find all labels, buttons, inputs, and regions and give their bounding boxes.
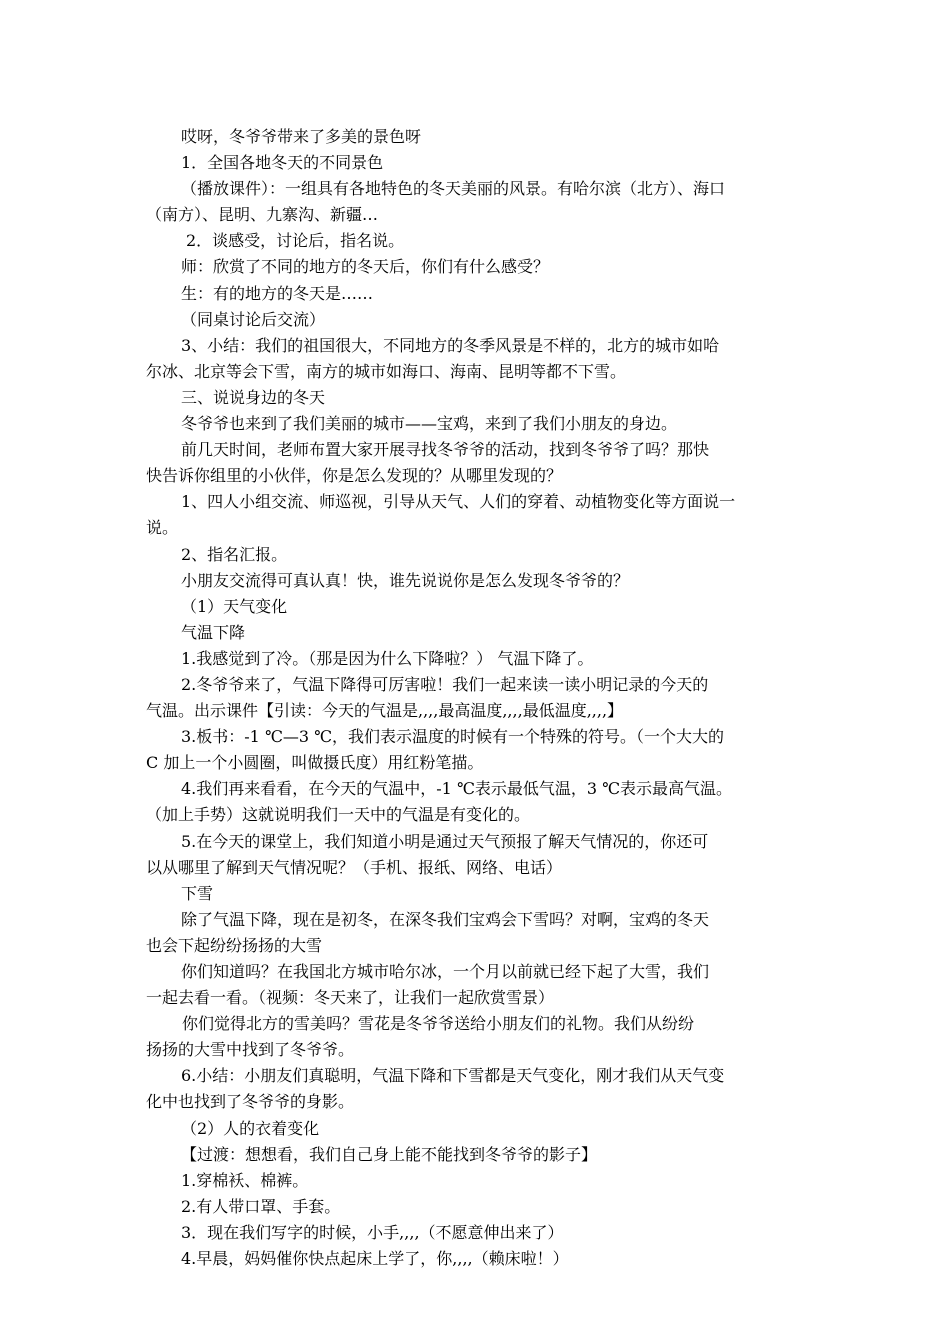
text-line: （加上手势）这就说明我们一天中的气温是有变化的。 [146, 805, 531, 825]
text-line: 1.穿棉袄、棉裤。 [181, 1170, 309, 1190]
text-line: 1、四人小组交流、师巡视，引导从天气、人们的穿着、动植物变化等方面说一 [181, 492, 736, 512]
text-line: 1.我感觉到了冷。（那是因为什么下降啦？） 气温下降了。 [181, 648, 594, 668]
text-line: 2.有人带口罩、手套。 [181, 1196, 341, 1216]
text-line: 除了气温下降，现在是初冬，在深冬我们宝鸡会下雪吗？对啊，宝鸡的冬天 [181, 909, 710, 929]
text-line: 气温。出示课件【引读：今天的气温是,,,,最高温度,,,,最低温度,,,,】 [146, 701, 624, 721]
text-line: 快告诉你组里的小伙伴，你是怎么发现的？从哪里发现的？ [146, 466, 563, 486]
text-line: 1．全国各地冬天的不同景色 [181, 153, 384, 173]
text-line: 师：欣赏了不同的地方的冬天后，你们有什么感受？ [181, 257, 550, 277]
subsection-heading: （1）天气变化 [181, 596, 288, 616]
text-line: 气温下降 [181, 622, 246, 642]
text-line: 哎呀，冬爷爷带来了多美的景色呀 [181, 127, 422, 146]
text-line: （南方）、昆明、九寨沟、新疆… [146, 205, 379, 225]
text-line: 扬扬的大雪中找到了冬爷爷。 [146, 1040, 355, 1060]
text-line: 【过渡：想想看，我们自己身上能不能找到冬爷爷的影子】 [181, 1144, 598, 1164]
text-line: 2．谈感受，讨论后，指名说。 [186, 231, 405, 251]
text-line: 一起去看一看。（视频：冬天来了，让我们一起欣赏雪景） [146, 988, 555, 1008]
text-line: 化中也找到了冬爷爷的身影。 [146, 1092, 355, 1112]
section-heading: 三、说说身边的冬天 [181, 387, 326, 407]
text-line: 小朋友交流得可真认真！快，谁先说说你是怎么发现冬爷爷的？ [181, 570, 630, 590]
text-line: 以从哪里了解到天气情况呢？（手机、报纸、网络、电话） [146, 857, 563, 877]
text-line: 生：有的地方的冬天是…… [181, 283, 374, 303]
text-line: 3.板书：-1 ℃—3 ℃，我们表示温度的时候有一个特殊的符号。（一个大大的 [181, 727, 725, 747]
text-line: 4.早晨，妈妈催你快点起床上学了，你,,,,（赖床啦！） [181, 1249, 569, 1269]
text-line: 也会下起纷纷扬扬的大雪 [146, 935, 323, 955]
text-line: 你们知道吗？在我国北方城市哈尔冰，一个月以前就已经下起了大雪，我们 [181, 962, 710, 981]
text-line: 冬爷爷也来到了我们美丽的城市——宝鸡，来到了我们小朋友的身边。 [181, 414, 678, 434]
text-line: 2.冬爷爷来了，气温下降得可厉害啦！我们一起来读一读小明记录的今天的 [181, 674, 709, 694]
text-line: （同桌讨论后交流） [181, 309, 326, 329]
text-line: 说。 [146, 518, 179, 538]
text-line: 下雪 [181, 883, 214, 903]
text-line: 2、指名汇报。 [181, 544, 288, 564]
text-line: 3．现在我们写字的时候，小手,,,,（不愿意伸出来了） [181, 1222, 564, 1242]
text-line: C 加上一个小圆圈，叫做摄氏度）用红粉笔描。 [146, 753, 484, 773]
text-line: 4.我们再来看看，在今天的气温中，-1 ℃表示最低气温，3 ℃表示最高气温。 [181, 779, 733, 799]
text-line: 5.在今天的课堂上，我们知道小明是通过天气预报了解天气情况的，你还可 [181, 831, 709, 851]
text-line: 尔冰、北京等会下雪，南方的城市如海口、海南、昆明等都不下雪。 [146, 361, 627, 381]
document-body [146, 124, 808, 1272]
text-line: （播放课件）：一组具有各地特色的冬天美丽的风景。有哈尔滨（北方）、海口 [181, 179, 726, 199]
subsection-heading: （2）人的衣着变化 [181, 1118, 320, 1138]
text-line: 3、小结：我们的祖国很大，不同地方的冬季风景是不样的，北方的城市如哈 [181, 335, 720, 355]
text-line: 你们觉得北方的雪美吗？雪花是冬爷爷送给小朋友们的礼物。我们从纷纷 [182, 1014, 695, 1034]
text-line: 6.小结：小朋友们真聪明，气温下降和下雪都是天气变化，刚才我们从天气变 [181, 1066, 725, 1086]
text-line: 前几天时间，老师布置大家开展寻找冬爷爷的活动，找到冬爷爷了吗？那快 [181, 440, 710, 460]
